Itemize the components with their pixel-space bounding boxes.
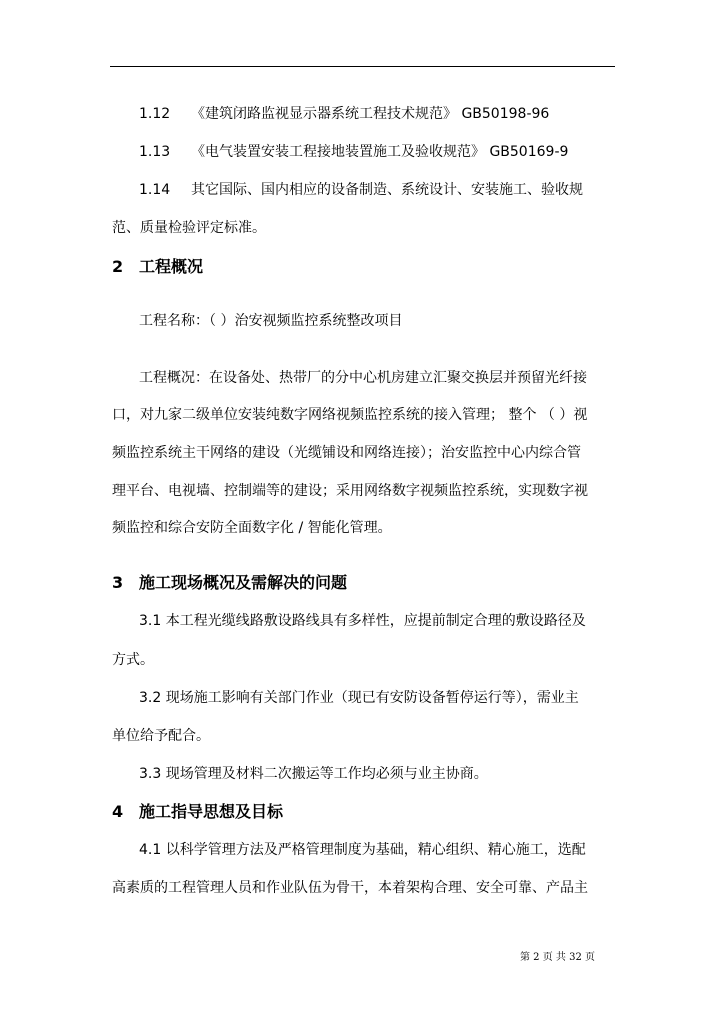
header-rule bbox=[110, 66, 615, 67]
section-3-heading bbox=[112, 572, 347, 594]
reference-text: 《电气装置安装工程接地装置施工及验收规范》 GB50169-9 bbox=[191, 144, 569, 160]
overview-line: 口，对九家二级单位安装纯数字网络视频监控系统的接入管理； 整个 （ ）视 bbox=[112, 407, 588, 423]
section-3-item-3: 3.3 现场管理及材料二次搬运等工作均必须与业主协商。 bbox=[139, 766, 488, 782]
section-number: 4 bbox=[112, 802, 124, 821]
section-2-heading bbox=[112, 256, 203, 278]
section-3-item-2-continuation: 单位给予配合。 bbox=[112, 728, 210, 744]
section-4-item-1-continuation: 高素质的工程管理人员和作业队伍为骨干，本着架构合理、安全可靠、产品主 bbox=[112, 880, 588, 896]
page-number: 第 2 页 共 32 页 bbox=[520, 952, 595, 963]
reference-text: 《建筑闭路监视显示器系统工程技术规范》 GB50198-96 bbox=[191, 106, 550, 122]
reference-number: 1.12 bbox=[139, 106, 171, 122]
reference-1-14-continuation: 范、质量检验评定标准。 bbox=[112, 220, 266, 236]
section-title: 工程概况 bbox=[139, 257, 204, 276]
overview-line: 频监控系统主干网络的建设（光缆铺设和网络连接）；治安监控中心内综合管 bbox=[112, 445, 581, 461]
section-number: 3 bbox=[112, 573, 124, 592]
reference-1-12 bbox=[139, 104, 549, 124]
reference-number: 1.14 bbox=[139, 182, 171, 198]
section-3-item-2: 3.2 现场施工影响有关部门作业（现已有安防设备暂停运行等），需业主 bbox=[139, 690, 579, 706]
section-3-item-1-continuation: 方式。 bbox=[112, 652, 154, 668]
reference-number: 1.13 bbox=[139, 144, 171, 160]
section-4-item-1: 4.1 以科学管理方法及严格管理制度为基础，精心组织、精心施工，选配 bbox=[139, 842, 586, 858]
overview-line: 频监控和综合安防全面数字化 / 智能化管理。 bbox=[112, 520, 392, 536]
overview-line: 工程概况：在设备处、热带厂的分中心机房建立汇聚交换层并预留光纤接 bbox=[139, 370, 587, 386]
project-name: 工程名称：（ ）治安视频监控系统整改项目 bbox=[139, 313, 403, 329]
section-3-item-1: 3.1 本工程光缆线路敷设路线具有多样性，应提前制定合理的敷设路径及 bbox=[139, 613, 586, 629]
section-title: 施工指导思想及目标 bbox=[139, 802, 284, 821]
section-number: 2 bbox=[112, 257, 124, 276]
reference-text: 其它国际、国内相应的设备制造、系统设计、安装施工、验收规 bbox=[191, 182, 583, 198]
section-4-heading bbox=[112, 801, 283, 823]
reference-1-14 bbox=[139, 180, 583, 200]
reference-1-13 bbox=[139, 142, 568, 162]
overview-line: 理平台、电视墙、控制端等的建设；采用网络数字视频监控系统，实现数字视 bbox=[112, 483, 588, 499]
section-title: 施工现场概况及需解决的问题 bbox=[139, 573, 348, 592]
